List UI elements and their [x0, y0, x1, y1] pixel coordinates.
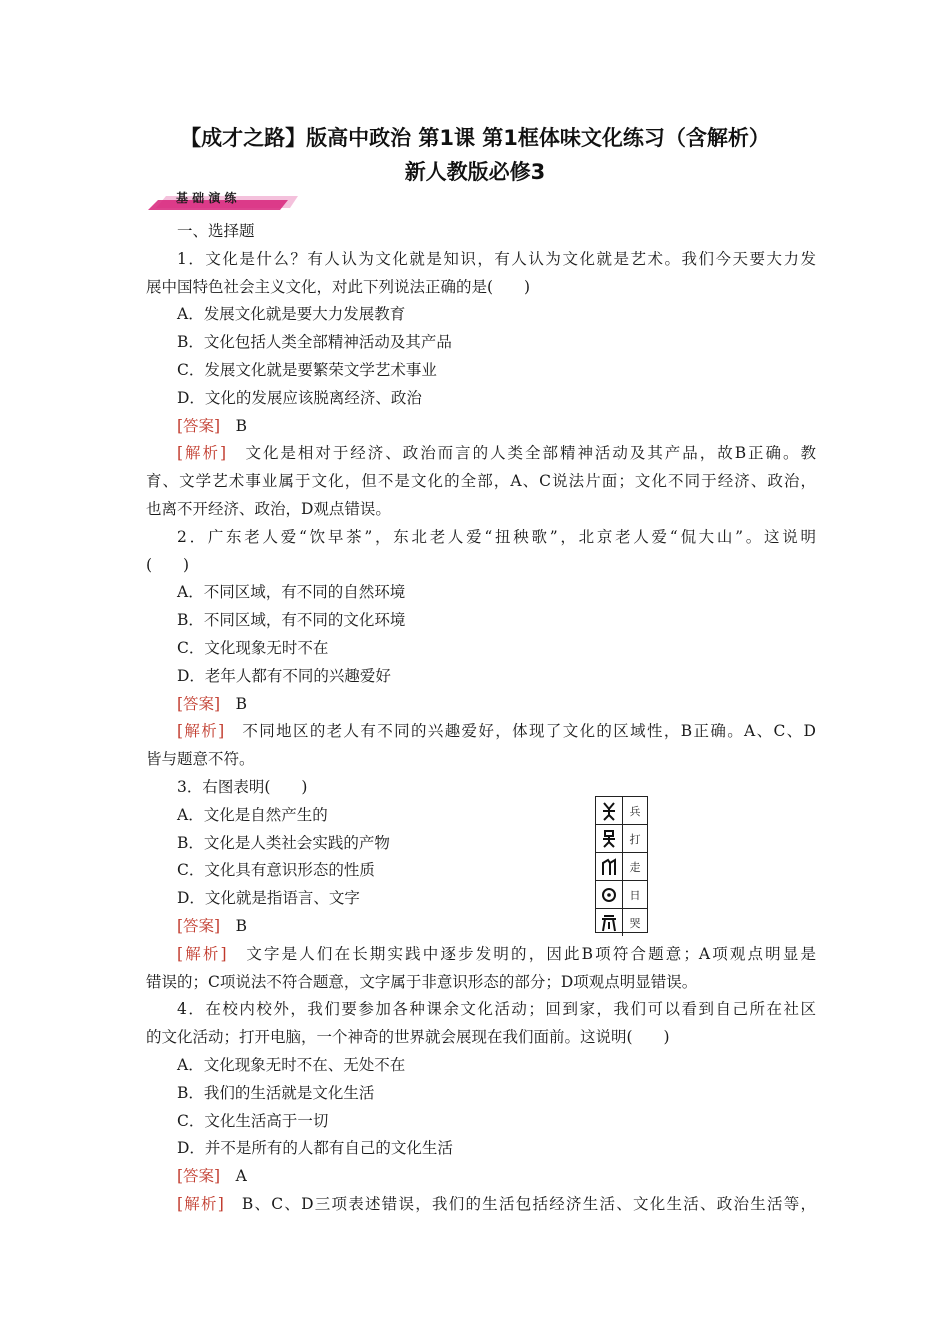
q1-answer [146, 413, 816, 441]
figure-char: 走 [629, 860, 641, 874]
q4-analysis-line1: [解析] B、C、D三项表述错误，我们的生活包括经济生活、文化生活、政治生活等， [177, 1194, 816, 1213]
figure-char: 兵 [629, 804, 641, 818]
answer-label: [答案] [177, 416, 221, 435]
q1-stem-line1: 1．文化是什么？有人认为文化就是知识，有人认为文化就是艺术。我们今天要大力发 [177, 249, 816, 268]
q3-analysis-line1: [解析] 文字是人们在长期实践中逐步发明的，因此B项符合题意；A项观点明显是 [177, 944, 816, 963]
q2-analysis-line2: 皆与题意不符。 [146, 750, 255, 769]
q3-option-c: C．文化具有意识形态的性质 [177, 861, 375, 880]
q3-stem-line1: 3．右图表明( ) [177, 777, 308, 796]
q3-option-b: B．文化是人类社会实践的产物 [177, 833, 390, 852]
q3-answer-value: B [235, 916, 248, 935]
q1-answer-value: B [235, 416, 248, 435]
q1-option-d: D．文化的发展应该脱离经济、政治 [177, 388, 422, 407]
answer-label: [答案] [177, 916, 221, 935]
analysis-label: [解析] [177, 722, 225, 741]
q2-option-a: A．不同区域，有不同的自然环境 [177, 583, 406, 602]
q3-option-a: A．文化是自然产生的 [177, 805, 328, 824]
q2-option-d: D．老年人都有不同的兴趣爱好 [177, 666, 391, 685]
banner-label: 基 础 演 练 [176, 191, 237, 205]
q2-stem-line2: ( ) [146, 555, 190, 574]
figure-row [596, 797, 647, 825]
q1-option-b: B．文化包括人类全部精神活动及其产品 [177, 333, 452, 352]
question-content [146, 218, 816, 1219]
ri-pictograph-icon [596, 881, 623, 908]
q4-answer-value: A [235, 1167, 247, 1186]
q4-stem-line1: 4．在校内校外，我们要参加各种课余文化活动；回到家，我们可以看到自己所在社区 [177, 1000, 816, 1019]
analysis-label: [解析] [177, 444, 227, 463]
document-title-line1: 【成才之路】版高中政治 第1课 第1框体味文化练习（含解析） [180, 126, 770, 150]
q2-answer-value: B [235, 694, 248, 713]
answer-label: [答案] [177, 1167, 221, 1186]
q1-analysis-line1: [解析] 文化是相对于经济、政治而言的人类全部精神活动及其产品，故B正确。教 [177, 444, 816, 463]
analysis-label: [解析] [177, 944, 227, 963]
q3-analysis-line2: 错误的；C项说法不符合题意，文字属于非意识形态的部分；D项观点明显错误。 [146, 972, 698, 991]
zou-pictograph-icon [596, 853, 623, 880]
section-banner [148, 188, 298, 214]
q1-option-c: C．发展文化就是要繁荣文学艺术事业 [177, 360, 437, 379]
figure-char: 哭 [629, 916, 641, 930]
q4-stem-line2: 的文化活动；打开电脑，一个神奇的世界就会展现在我们面前。这说明( ) [146, 1028, 670, 1047]
figure-row [596, 853, 647, 881]
q2-option-c: C．文化现象无时不在 [177, 638, 329, 657]
q1-analysis-line3: 也离不开经济、政治，D观点错误。 [146, 499, 391, 518]
q3-answer [146, 913, 816, 941]
q4-option-d: D．并不是所有的人都有自己的文化生活 [177, 1139, 453, 1158]
bing-pictograph-icon [596, 797, 623, 824]
document-title-line2: 新人教版必修3 [404, 160, 546, 184]
q4-answer [146, 1163, 816, 1191]
ku-pictograph-icon [596, 909, 623, 936]
figure-row [596, 881, 647, 909]
oracle-script-figure [595, 796, 648, 933]
da-pictograph-icon [596, 825, 623, 852]
q2-answer [146, 691, 816, 719]
figure-row [596, 909, 647, 936]
q4-option-a: A．文化现象无时不在、无处不在 [177, 1055, 406, 1074]
figure-char: 日 [629, 888, 641, 902]
q1-option-a: A．发展文化就是要大力发展教育 [177, 305, 406, 324]
answer-label: [答案] [177, 694, 221, 713]
q4-option-c: C．文化生活高于一切 [177, 1111, 329, 1130]
analysis-label: [解析] [177, 1194, 224, 1213]
q2-option-b: B．不同区域，有不同的文化环境 [177, 611, 406, 630]
q2-stem-line1: 2．广东老人爱“饮早茶”，东北老人爱“扭秧歌”，北京老人爱“侃大山”。这说明 [177, 527, 816, 546]
figure-char: 打 [629, 832, 641, 846]
q1-stem-line2: 展中国特色社会主义文化，对此下列说法正确的是( ) [146, 277, 531, 296]
q2-analysis-line1: [解析] 不同地区的老人有不同的兴趣爱好，体现了文化的区域性，B正确。A、C、D [177, 722, 816, 741]
q4-option-b: B．我们的生活就是文化生活 [177, 1083, 375, 1102]
q1-analysis-line2: 育、文学艺术事业属于文化，但不是文化的全部，A、C说法片面；文化不同于经济、政治， [146, 472, 816, 491]
section-heading: 一、选择题 [177, 222, 255, 240]
figure-row [596, 825, 647, 853]
q3-option-d: D．文化就是指语言、文字 [177, 889, 360, 908]
